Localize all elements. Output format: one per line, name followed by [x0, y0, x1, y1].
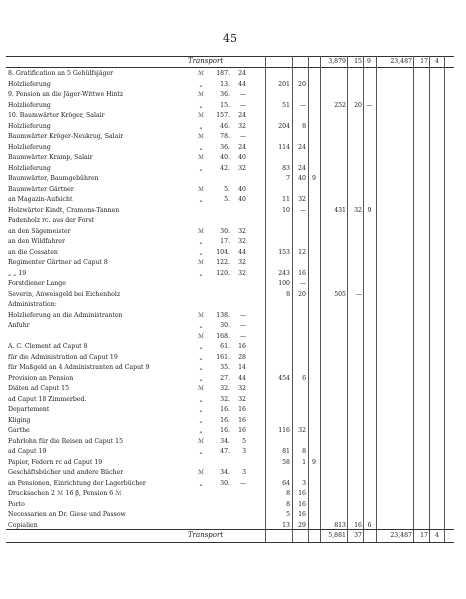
- ledger-row: [0, 342, 466, 351]
- ledger-cell-v2: 44: [238, 248, 246, 256]
- ledger-cell-label: Anfuhr: [8, 322, 30, 329]
- ledger-cell-b: —: [299, 206, 306, 214]
- ledger-cell-cur: „: [199, 196, 203, 203]
- ledger-cell-cur: ℳ: [197, 332, 205, 340]
- ledger-row: [0, 300, 466, 309]
- ledger-row: [0, 258, 466, 267]
- ledger-cell-v2: 32: [238, 395, 246, 403]
- ledger-cell-v1: 40.: [220, 154, 230, 161]
- ledger-cell-v1: 5.: [224, 196, 230, 203]
- ledger-row: [0, 269, 466, 278]
- ledger-cell-d: 505: [334, 290, 346, 298]
- ledger-cell-a: 100: [278, 280, 290, 287]
- ledger-cell-e: 20: [354, 101, 362, 109]
- ledger-cell-label: Provision an Pension: [8, 374, 74, 382]
- ledger-cell-v1: 161.: [216, 353, 230, 361]
- ledger-cell-v2: —: [239, 332, 246, 340]
- ledger-cell-v2: 24: [238, 112, 246, 119]
- transport-bottom-t5: 17: [420, 532, 428, 539]
- ledger-cell-label: A. C. Clement ad Caput 8: [8, 343, 88, 350]
- ledger-row: [0, 111, 466, 120]
- ledger-cell-a: 51: [282, 101, 290, 109]
- ledger-cell-v2: 40: [238, 185, 246, 193]
- ledger-row: [0, 143, 466, 152]
- ledger-cell-cur: „: [199, 395, 203, 403]
- ledger-row: [0, 69, 466, 78]
- ledger-cell-a: 8: [286, 500, 290, 508]
- ledger-cell-v2: 5: [242, 437, 246, 445]
- ledger-cell-v1: 5.: [224, 185, 230, 193]
- ledger-cell-label: 9. Pension an die Jäger-Wittwe Hintz: [8, 91, 124, 98]
- ledger-row: [0, 510, 466, 519]
- ledger-cell-cur: „: [199, 353, 203, 361]
- ledger-row: [0, 405, 466, 414]
- ledger-row: [0, 311, 466, 320]
- ledger-cell-cur: ℳ: [197, 70, 205, 77]
- ledger-cell-label: „ „ 19: [8, 269, 27, 277]
- ledger-row: [0, 290, 466, 299]
- ledger-row: [0, 363, 466, 372]
- ledger-cell-a: 153: [278, 248, 290, 256]
- ledger-cell-b: 24: [298, 143, 306, 151]
- ledger-cell-cur: ℳ: [197, 259, 205, 266]
- ledger-cell-v1: 36.: [220, 143, 230, 151]
- ledger-cell-a: 11: [282, 196, 290, 203]
- ledger-cell-a: 7: [286, 175, 290, 182]
- ledger-cell-label: an Pensionen, Einrichtung der Lagerbücher: [8, 479, 146, 487]
- ledger-cell-v2: —: [239, 133, 246, 140]
- ledger-cell-cur: „: [199, 374, 203, 382]
- ledger-cell-v1: 13.: [220, 80, 230, 88]
- ledger-cell-v1: 30.: [220, 227, 230, 235]
- ledger-row: [0, 374, 466, 383]
- ledger-cell-v2: 32: [238, 269, 246, 277]
- ledger-cell-cur: ℳ: [197, 112, 205, 119]
- ledger-row: [0, 216, 466, 225]
- ledger-row: [0, 206, 466, 215]
- ledger-cell-a: 81: [282, 448, 290, 455]
- ledger-cell-cur: „: [199, 269, 203, 277]
- ledger-cell-b: —: [299, 101, 306, 109]
- bottom-rule: [6, 529, 454, 530]
- transport-bottom-t6: 4: [435, 532, 439, 539]
- ledger-cell-a: 64: [282, 479, 290, 487]
- ledger-cell-e: —: [355, 290, 362, 298]
- ledger-cell-v2: 24: [238, 143, 246, 151]
- ledger-cell-v1: 16.: [220, 406, 230, 413]
- ledger-cell-label: Holzlieferung: [8, 122, 51, 130]
- ledger-cell-cur: „: [199, 122, 203, 130]
- ledger-cell-b: 6: [302, 374, 306, 382]
- ledger-row: [0, 384, 466, 393]
- ledger-cell-v2: 16: [238, 427, 246, 434]
- ledger-cell-cur: ℳ: [197, 385, 205, 392]
- transport-top-t1: 3,879: [328, 58, 346, 65]
- transport-top-rule: [6, 67, 454, 68]
- transport-top-label: Transport: [188, 57, 224, 65]
- ledger-cell-v1: 17.: [220, 238, 230, 245]
- ledger-cell-b: 16: [298, 500, 306, 508]
- ledger-cell-v1: 15.: [220, 101, 230, 109]
- ledger-cell-cur: ℳ: [197, 311, 205, 319]
- ledger-cell-a: 83: [282, 164, 290, 172]
- ledger-cell-b: 1: [302, 458, 306, 466]
- ledger-cell-b: 32: [298, 427, 306, 434]
- ledger-cell-v1: 46.: [220, 122, 230, 130]
- ledger-row: [0, 332, 466, 341]
- ledger-cell-v1: 27.: [220, 374, 230, 382]
- ledger-cell-label: Holzlieferung: [8, 164, 51, 172]
- ledger-row: [0, 489, 466, 498]
- ledger-cell-a: 204: [278, 122, 290, 130]
- ledger-cell-e: 32: [354, 206, 362, 214]
- ledger-cell-b: 3: [302, 479, 306, 487]
- ledger-cell-c: 9: [312, 458, 316, 466]
- ledger-cell-label: ad Caput 19: [8, 448, 47, 455]
- ledger-row: [0, 153, 466, 162]
- ledger-cell-cur: „: [199, 101, 203, 109]
- ledger-cell-cur: ℳ: [197, 227, 205, 235]
- ledger-cell-v1: 35.: [220, 364, 230, 371]
- ledger-cell-d: 252: [334, 101, 346, 109]
- ledger-row: [0, 90, 466, 99]
- ledger-cell-label: Garthe: [8, 427, 30, 434]
- ledger-row: [0, 237, 466, 246]
- ledger-cell-f: 9: [367, 206, 372, 214]
- ledger-cell-v1: 157.: [216, 112, 230, 119]
- ledger-cell-cur: ℳ: [197, 437, 205, 445]
- ledger-cell-a: 201: [278, 80, 290, 88]
- ledger-cell-f: —: [366, 101, 373, 109]
- ledger-row: [0, 321, 466, 330]
- ledger-row: [0, 101, 466, 110]
- ledger-cell-a: 8: [286, 490, 290, 497]
- ledger-cell-v1: 16.: [220, 416, 230, 424]
- ledger-row: [0, 80, 466, 89]
- ledger-cell-v2: —: [239, 322, 246, 329]
- ledger-cell-cur: „: [199, 343, 203, 350]
- ledger-cell-a: 114: [278, 143, 290, 151]
- ledger-cell-v1: 30.: [220, 479, 230, 487]
- ledger-cell-b: 8: [302, 448, 306, 455]
- ledger-cell-v2: 40: [238, 154, 246, 161]
- ledger-cell-v2: 32: [238, 227, 246, 235]
- ledger-cell-label: Kliging: [8, 416, 31, 424]
- ledger-cell-b: 32: [298, 196, 306, 203]
- ledger-cell-label: für die Administration ad Caput 19: [8, 353, 118, 361]
- ledger-cell-d: 431: [334, 206, 346, 214]
- ledger-cell-cur: ℳ: [197, 185, 205, 193]
- final-rule: [6, 542, 454, 543]
- ledger-cell-label: Drucksachen 2 ℳ 16 β, Pension 6 ℳ: [8, 490, 122, 497]
- ledger-cell-v2: 16: [238, 406, 246, 413]
- ledger-cell-cur: „: [199, 427, 203, 434]
- ledger-cell-a: 116: [278, 427, 290, 434]
- ledger-cell-v2: 32: [238, 238, 246, 245]
- ledger-cell-b: 24: [298, 164, 306, 172]
- ledger-row: [0, 279, 466, 288]
- ledger-cell-cur: „: [199, 364, 203, 371]
- ledger-cell-v2: —: [239, 311, 246, 319]
- ledger-cell-a: 5: [286, 511, 290, 518]
- ledger-cell-v2: 44: [238, 374, 246, 382]
- ledger-cell-label: Holzlieferung: [8, 80, 51, 88]
- ledger-cell-label: an den Sägemeister: [8, 227, 71, 235]
- ledger-cell-label: an die Cossaten: [8, 248, 58, 256]
- ledger-cell-a: 58: [282, 458, 290, 466]
- transport-bottom-t1: 5,881: [328, 532, 346, 539]
- ledger-cell-label: Holzlieferung an die Administranten: [8, 311, 123, 319]
- ledger-cell-cur: „: [199, 448, 203, 455]
- ledger-cell-v1: 138.: [216, 311, 230, 319]
- ledger-cell-a: 243: [278, 269, 290, 277]
- ledger-cell-label: Holzlieferung: [8, 143, 51, 151]
- ledger-row: [0, 353, 466, 362]
- ledger-cell-f: 6: [367, 521, 372, 529]
- ledger-cell-cur: ℳ: [197, 91, 205, 98]
- ledger-cell-b: 16: [298, 269, 306, 277]
- ledger-cell-label: Necessarien an Dr. Giese und Passow: [8, 511, 126, 518]
- ledger-cell-d: 813: [334, 521, 346, 529]
- ledger-cell-label: Baumwärter Kröger-Neukrug, Salair: [8, 133, 124, 140]
- ledger-row: [0, 395, 466, 404]
- ledger-cell-a: 10: [282, 206, 290, 214]
- ledger-cell-v2: —: [239, 91, 246, 98]
- transport-top-t6: 4: [435, 58, 439, 65]
- ledger-row: [0, 437, 466, 446]
- ledger-row: [0, 122, 466, 131]
- ledger-cell-v2: 32: [238, 385, 246, 392]
- ledger-cell-a: 13: [282, 521, 290, 529]
- ledger-cell-v1: 30.: [220, 322, 230, 329]
- ledger-cell-v1: 34.: [220, 469, 230, 476]
- ledger-cell-v1: 61.: [220, 343, 230, 350]
- ledger-cell-cur: ℳ: [197, 133, 205, 140]
- ledger-cell-v2: 44: [238, 80, 246, 88]
- ledger-cell-v1: 47.: [220, 448, 230, 455]
- ledger-row: [0, 479, 466, 488]
- ledger-cell-v1: 42.: [220, 164, 230, 172]
- ledger-cell-cur: „: [199, 143, 203, 151]
- ledger-cell-v2: 28: [238, 353, 246, 361]
- ledger-cell-v1: 122.: [216, 259, 230, 266]
- ledger-cell-v1: 16.: [220, 427, 230, 434]
- ledger-cell-a: 454: [278, 374, 290, 382]
- ledger-cell-v1: 104.: [216, 248, 230, 256]
- ledger-cell-label: Baumwärter Kramp, Salair: [8, 154, 93, 161]
- ledger-row: [0, 164, 466, 173]
- ledger-cell-label: 8. Gratification an 5 Gehülfsjäger: [8, 70, 114, 77]
- ledger-cell-label: Administration:: [8, 301, 57, 308]
- ledger-cell-cur: „: [199, 406, 203, 413]
- ledger-cell-v2: —: [239, 479, 246, 487]
- ledger-cell-v2: 32: [238, 164, 246, 172]
- ledger-cell-cur: „: [199, 80, 203, 88]
- ledger-cell-label: Departement: [8, 406, 50, 413]
- ledger-cell-cur: „: [199, 322, 203, 329]
- ledger-cell-cur: ℳ: [197, 154, 205, 161]
- ledger-row: [0, 227, 466, 236]
- ledger-cell-b: 40: [298, 175, 306, 182]
- ledger-row: [0, 248, 466, 257]
- ledger-cell-label: Fadenholz rc. aus der Forst: [8, 217, 95, 224]
- transport-bottom-t4: 23,487: [390, 532, 412, 539]
- ledger-cell-label: Copialien: [8, 521, 38, 529]
- ledger-cell-v2: —: [239, 101, 246, 109]
- ledger-cell-cur: ℳ: [197, 469, 205, 476]
- ledger-cell-label: Holzlieferung: [8, 101, 51, 109]
- ledger-cell-v1: 34.: [220, 437, 230, 445]
- ledger-cell-label: Forstdiener Lange: [8, 280, 66, 287]
- ledger-cell-v2: 3: [242, 469, 246, 476]
- ledger-cell-label: an Magazin-Aufsicht: [8, 196, 73, 203]
- ledger-cell-label: für Maßgeld an 4 Administranten ad Caput 9: [8, 364, 150, 371]
- ledger-cell-label: an den Wildfahrer: [8, 238, 65, 245]
- ledger-cell-b: 29: [298, 521, 306, 529]
- ledger-cell-v1: 187.: [216, 70, 230, 77]
- ledger-cell-b: 8: [302, 122, 306, 130]
- ledger-cell-label: 10. Baumwärter Kröger, Salair: [8, 112, 105, 119]
- ledger-cell-label: Baumwärter Gärtner: [8, 185, 74, 193]
- ledger-cell-label: Papier, Federn rc ad Caput 19: [8, 458, 103, 466]
- ledger-cell-cur: „: [199, 479, 203, 487]
- ledger-row: [0, 174, 466, 183]
- ledger-cell-b: 20: [298, 80, 306, 88]
- transport-bottom-t2: 37: [354, 532, 362, 539]
- ledger-cell-v2: 32: [238, 259, 246, 266]
- transport-top-t2: 15: [354, 58, 362, 65]
- ledger-cell-cur: „: [199, 238, 203, 245]
- ledger-cell-v1: 32.: [220, 385, 230, 392]
- ledger-row: [0, 132, 466, 141]
- ledger-cell-v2: 32: [238, 122, 246, 130]
- page-number: 45: [223, 32, 237, 45]
- ledger-cell-b: 16: [298, 490, 306, 497]
- ledger-row: [0, 500, 466, 509]
- ledger-cell-label: Baumwärter, Baumgebühren: [8, 175, 99, 182]
- ledger-row: [0, 416, 466, 425]
- ledger-row: [0, 195, 466, 204]
- ledger-cell-label: ad Caput 18 Zimmerbed.: [8, 395, 87, 403]
- ledger-row: [0, 426, 466, 435]
- ledger-cell-cur: „: [199, 248, 203, 256]
- ledger-cell-v2: 14: [238, 364, 246, 371]
- ledger-cell-b: 12: [298, 248, 306, 256]
- ledger-cell-label: Holzwärter Kindt, Cramons-Tannen: [8, 206, 120, 214]
- ledger-cell-v1: 120.: [216, 269, 230, 277]
- transport-top-row: [0, 57, 466, 66]
- ledger-cell-label: Regimenter Gärtner ad Caput 8: [8, 259, 108, 266]
- ledger-cell-label: Fuhrlohn für die Reisen ad Caput 15: [8, 437, 124, 445]
- transport-top-t4: 23,487: [390, 58, 412, 65]
- transport-bottom-label: Transport: [188, 531, 224, 539]
- transport-top-t3: 9: [367, 58, 371, 65]
- ledger-row: [0, 468, 466, 477]
- ledger-cell-label: Geschäftsbücher und andere Bücher: [8, 469, 124, 476]
- transport-bottom-row: [0, 531, 466, 540]
- ledger-cell-v2: 3: [242, 448, 246, 455]
- ledger-cell-a: 8: [286, 290, 290, 298]
- ledger-cell-v1: 168.: [216, 332, 230, 340]
- ledger-cell-cur: „: [199, 416, 203, 424]
- ledger-cell-v1: 32.: [220, 395, 230, 403]
- ledger-cell-v2: 40: [238, 196, 246, 203]
- ledger-row: [0, 447, 466, 456]
- ledger-cell-cur: „: [199, 164, 203, 172]
- ledger-cell-v1: 36.: [220, 91, 230, 98]
- ledger-cell-v2: 24: [238, 70, 246, 77]
- ledger-cell-v2: 16: [238, 343, 246, 350]
- ledger-cell-v2: 16: [238, 416, 246, 424]
- ledger-cell-label: Porto: [8, 500, 25, 508]
- ledger-cell-e: 16: [354, 521, 362, 529]
- ledger-cell-label: Severin, Anweisgeld bei Eichenholz: [8, 290, 121, 298]
- ledger-cell-b: —: [299, 280, 306, 287]
- ledger-cell-label: Diäten ad Caput 15: [8, 385, 70, 392]
- ledger-cell-b: 16: [298, 511, 306, 518]
- ledger-cell-b: 20: [298, 290, 306, 298]
- transport-top-t5: 17: [420, 58, 428, 65]
- ledger-cell-v1: 78.: [220, 133, 230, 140]
- ledger-row: [0, 458, 466, 467]
- ledger-cell-c: 9: [312, 175, 316, 182]
- ledger-row: [0, 185, 466, 194]
